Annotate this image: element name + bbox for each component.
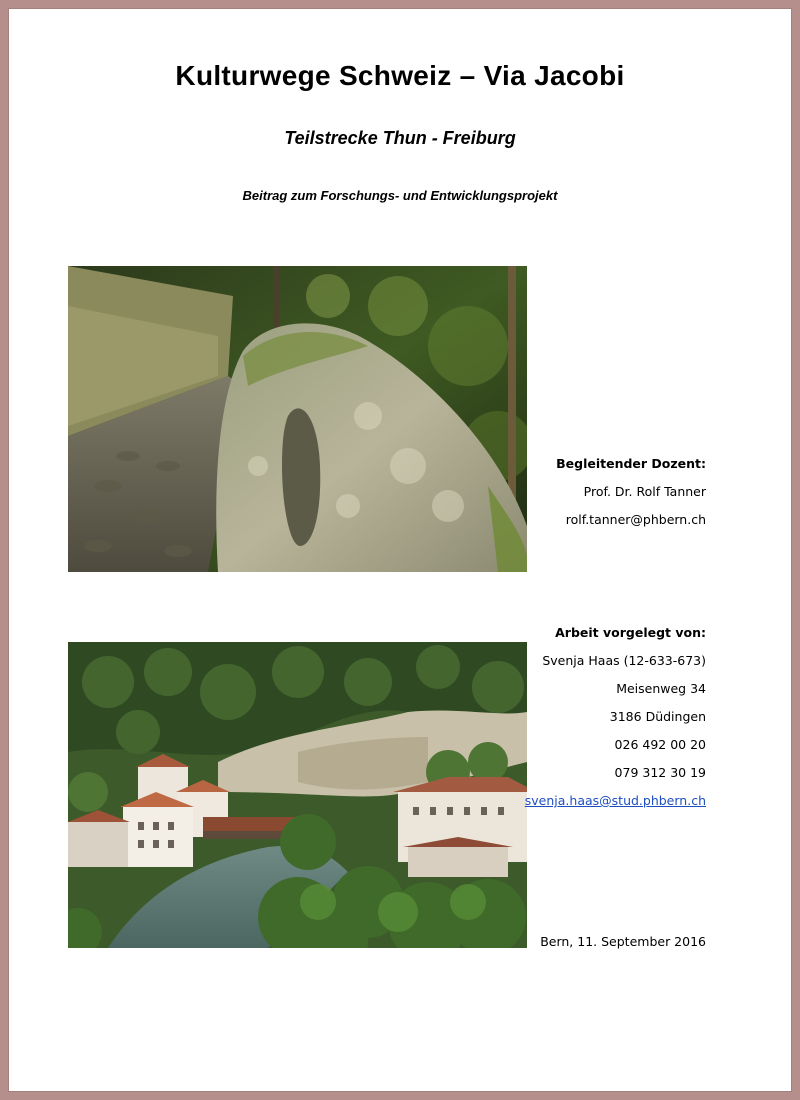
author-street: Meisenweg 34: [616, 681, 706, 696]
author-email-link[interactable]: svenja.haas@stud.phbern.ch: [524, 793, 706, 808]
author-phone-2: 079 312 30 19: [614, 765, 706, 780]
document-tagline: Beitrag zum Forschungs- und Entwicklungsprojekt: [242, 188, 558, 203]
author-phone-1: 026 492 00 20: [614, 737, 706, 752]
fribourg-town-photo: [68, 642, 527, 948]
document-page: [8, 8, 792, 1092]
document-subtitle: Teilstrecke Thun - Freiburg: [284, 128, 516, 148]
supervisor-heading: Begleitender Dozent:: [556, 456, 706, 471]
document-date: Bern, 11. September 2016: [540, 934, 706, 949]
supervisor-block: [556, 450, 706, 534]
document-title: Kulturwege Schweiz – Via Jacobi: [175, 60, 625, 91]
author-city: 3186 Düdingen: [609, 709, 706, 724]
supervisor-email: rolf.tanner@phbern.ch: [565, 512, 706, 527]
supervisor-name: Prof. Dr. Rolf Tanner: [583, 484, 706, 499]
author-name: Svenja Haas (12-633-673): [542, 653, 706, 668]
rock-path-photo: [68, 266, 527, 572]
author-heading: Arbeit vorgelegt von:: [555, 625, 706, 640]
author-block: [525, 619, 706, 815]
